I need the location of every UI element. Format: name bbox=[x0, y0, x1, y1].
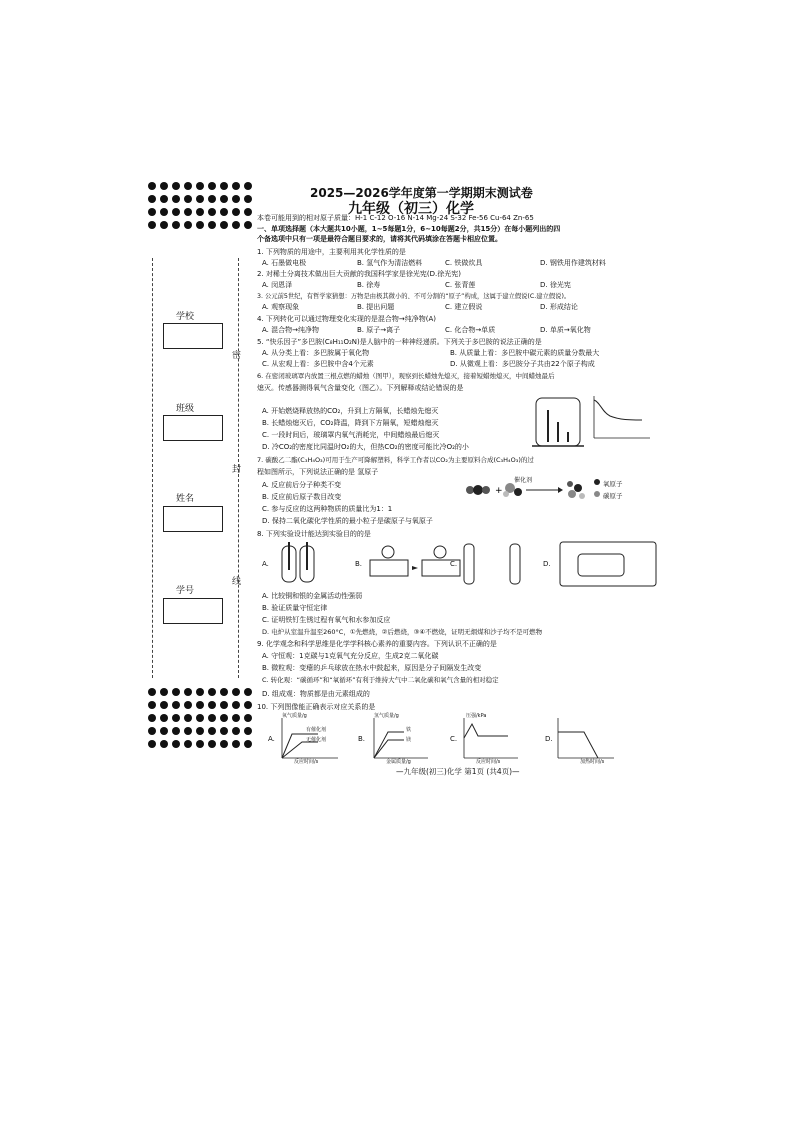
q10-b-line2: 镁 bbox=[406, 737, 412, 743]
q7-option-b[interactable]: B. 反应前后原子数目改变 bbox=[262, 493, 342, 501]
school-label: 学校 bbox=[176, 312, 195, 322]
q10-c-ylabel: 压强/kPa bbox=[466, 713, 487, 719]
q7-legend-oxygen: 氧原子 bbox=[603, 480, 623, 488]
q10-option-d[interactable]: D. bbox=[545, 735, 553, 743]
q7-option-d[interactable]: D. 保持二氧化碳化学性质的最小粒子是碳原子与氧原子 bbox=[262, 517, 433, 525]
q6-stem: 6. 在密闭玻璃罩内放置三根点燃的蜡烛（图甲），观察到长蜡烛先熄灭，接着短蜡烛熄灭，中间蜡烛最后 bbox=[257, 372, 555, 380]
q5-option-d[interactable]: D. 从微观上看：多巴胺分子共由22个原子构成 bbox=[450, 360, 595, 368]
q6-option-a[interactable]: A. 开始燃烧释放热的CO₂，升到上方隔氧，长蜡烛先熄灭 bbox=[262, 407, 439, 415]
q4-option-c[interactable]: C. 化合物→单质 bbox=[445, 326, 496, 334]
binding-dots-bottom bbox=[148, 688, 252, 753]
q1-option-d[interactable]: D. 钢铁用作建筑材料 bbox=[540, 259, 606, 267]
q9-option-a[interactable]: A. 守恒观：1克碳与1克氧气充分反应，生成2克二氧化碳 bbox=[262, 652, 439, 660]
class-label: 班级 bbox=[176, 404, 195, 414]
q5-option-c[interactable]: C. 从宏观上看：多巴胺中含4个元素 bbox=[262, 360, 374, 368]
q7-catalyst-label: 催化剂 bbox=[514, 477, 533, 484]
binding-dots-top bbox=[148, 182, 252, 234]
q7-option-c[interactable]: C. 参与反应的这两种物质的质量比为1：1 bbox=[262, 505, 393, 513]
q5-stem: 5. “快乐因子”多巴胺(C₈H₁₁O₂N)是人脑中的一种神经递质。下列关于多巴胺的说法正确的是 bbox=[257, 338, 542, 346]
intro-text: 本卷可能用到的相对原子质量：H-1 C-12 O-16 N-14 Mg-24 S-32 Fe-56 Cu-64 Zn-65 bbox=[257, 214, 534, 222]
q9-stem: 9. 化学观念和科学思维是化学学科核心素养的重要内容。下列认识不正确的是 bbox=[257, 640, 497, 648]
q6-option-c[interactable]: C. 一段时间后，玻璃罩内氧气消耗完，中间蜡烛最后熄灭 bbox=[262, 431, 440, 439]
q10-b-ylabel: 氢气质量/g bbox=[374, 713, 399, 719]
q9-option-c[interactable]: C. 转化观：“碳循环”和“氧循环”有利于维持大气中二氧化碳和氧气含量的相对稳定 bbox=[262, 676, 499, 684]
q10-a-line2: 无催化剂 bbox=[306, 737, 327, 743]
q6-figure bbox=[530, 392, 654, 450]
q3-option-a[interactable]: A. 观察现象 bbox=[262, 303, 300, 311]
q2-option-c[interactable]: C. 张青莲 bbox=[445, 281, 476, 289]
q7-legend-carbon: 碳原子 bbox=[603, 492, 623, 500]
school-field[interactable] bbox=[163, 323, 223, 349]
q3-stem: 3. 公元前5世纪，有哲学家猜想：万物是由极其微小的、不可分割的“原子”构成，这属于建立假说(C.建立假说)。 bbox=[257, 293, 571, 300]
class-field[interactable] bbox=[163, 415, 223, 441]
q1-stem: 1. 下列物质的用途中，主要利用其化学性质的是 bbox=[257, 248, 406, 256]
exam-title: 2025—2026学年度第一学期期末测试卷 bbox=[310, 186, 533, 200]
name-label: 姓名 bbox=[176, 494, 195, 504]
q5-option-b[interactable]: B. 从质量上看：多巴胺中碳元素的质量分数最大 bbox=[450, 349, 600, 357]
number-field[interactable] bbox=[163, 598, 223, 624]
q6-stem-2: 熄灭。传感器测得氧气含量变化（图乙）。下列解释或结论错误的是 bbox=[257, 384, 464, 392]
q8-fig-label-b: B. bbox=[355, 560, 363, 568]
q8-option-d[interactable]: D. 电炉从室温升温至260°C，①先燃烧，②后燃烧，③④不燃烧，证明无烟煤和沙子均不是可燃物 bbox=[262, 628, 543, 636]
q8-option-b[interactable]: B. 验证质量守恒定律 bbox=[262, 604, 328, 612]
q7-option-a[interactable]: A. 反应前后分子种类不变 bbox=[262, 481, 342, 489]
q8-fig-label-d: D. bbox=[543, 560, 551, 568]
q6-option-d[interactable]: D. 冷CO₂的密度比同温时O₂的大，但热CO₂的密度可能比冷O₂的小 bbox=[262, 443, 469, 451]
q10-b-xlabel: 金属质量/g bbox=[386, 759, 411, 765]
q4-option-a[interactable]: A. 混合物→纯净物 bbox=[262, 326, 319, 334]
q8-fig-label-a: A. bbox=[262, 560, 269, 568]
q4-option-d[interactable]: D. 单质→氧化物 bbox=[540, 326, 591, 334]
seal-char-xian: 线 bbox=[232, 577, 242, 587]
q2-option-b[interactable]: B. 徐寿 bbox=[357, 281, 381, 289]
number-label: 学号 bbox=[176, 586, 195, 596]
q10-option-c[interactable]: C. bbox=[450, 735, 458, 743]
q1-option-a[interactable]: A. 石墨做电极 bbox=[262, 259, 307, 267]
q3-option-d[interactable]: D. 形成结论 bbox=[540, 303, 578, 311]
q8-option-c[interactable]: C. 证明铁钉生锈过程有氧气和水参加反应 bbox=[262, 616, 391, 624]
q8-fig-label-c: C. bbox=[450, 560, 458, 568]
q10-b-line1: 铁 bbox=[406, 727, 412, 733]
q2-option-d[interactable]: D. 徐光宪 bbox=[540, 281, 571, 289]
q8-option-a[interactable]: A. 比较铜和银的金属活动性强弱 bbox=[262, 592, 363, 600]
q2-option-a[interactable]: A. 闵恩泽 bbox=[262, 281, 293, 289]
q10-stem: 10. 下列图像能正确表示对应关系的是 bbox=[257, 703, 376, 711]
seal-char-mi: 密 bbox=[232, 351, 242, 361]
q10-a-xlabel: 反应时间/s bbox=[294, 759, 319, 765]
q3-option-b[interactable]: B. 提出问题 bbox=[357, 303, 395, 311]
q10-a-ylabel: 氧气质量/g bbox=[282, 713, 307, 719]
q7-stem-2: 程如图所示，下列说法正确的是 氢原子 bbox=[257, 468, 379, 476]
q10-a-line1: 有催化剂 bbox=[306, 727, 327, 733]
q9-option-d[interactable]: D. 组成观：物质都是由元素组成的 bbox=[262, 690, 370, 698]
q10-d-xlabel: 加热时间/s bbox=[580, 759, 605, 765]
q9-option-b[interactable]: B. 微粒观：变瘪的乒乓球放在热水中鼓起来，原因是分子间隔发生改变 bbox=[262, 664, 482, 672]
q8-figures bbox=[260, 540, 660, 588]
q4-stem: 4. 下列转化可以通过物理变化实现的是混合物→纯净物(A) bbox=[257, 315, 437, 323]
section-heading: 一、单项选择题（本大题共10小题，1~5每题1分，6~10每题2分，共15分）在每小题列出的四 bbox=[257, 225, 561, 233]
binding-line-left bbox=[152, 258, 153, 678]
q5-option-a[interactable]: A. 从分类上看：多巴胺属于氧化物 bbox=[262, 349, 370, 357]
q7-stem: 7. 碳酸乙二酯(C₃H₄O₃)可用于生产可降解塑料，科学工作者以CO₂为主要原料合成(C₃H₄O₃)的过 bbox=[257, 456, 534, 464]
svg-text:+: + bbox=[495, 486, 503, 496]
q8-stem: 8. 下列实验设计能达到实验目的的是 bbox=[257, 530, 371, 538]
page-footer: —九年级(初三)化学 第1页 (共4页)— bbox=[396, 767, 520, 776]
name-field[interactable] bbox=[163, 506, 223, 532]
q4-option-b[interactable]: B. 原子→离子 bbox=[357, 326, 401, 334]
q2-stem: 2. 对稀土分离技术做出巨大贡献的我国科学家是徐光宪(D.徐光宪) bbox=[257, 270, 461, 278]
q10-graphs bbox=[278, 714, 650, 764]
q10-option-b[interactable]: B. bbox=[358, 735, 366, 743]
q1-option-b[interactable]: B. 氢气作为清洁燃料 bbox=[357, 259, 423, 267]
q10-option-a[interactable]: A. bbox=[268, 735, 275, 743]
seal-char-feng: 封 bbox=[232, 465, 242, 475]
exam-subtitle: 九年级（初三）化学 bbox=[348, 201, 474, 217]
q6-option-b[interactable]: B. 长蜡烛熄灭后，CO₂降温，降到下方隔氧，短蜡烛熄灭 bbox=[262, 419, 439, 427]
section-heading-2: 个备选项中只有一项是最符合题目要求的，请将其代码填涂在答题卡相应位置。 bbox=[257, 235, 502, 243]
q10-c-xlabel: 反应时间/s bbox=[476, 759, 501, 765]
q1-option-c[interactable]: C. 铁做炊具 bbox=[445, 259, 483, 267]
q3-option-c[interactable]: C. 建立假说 bbox=[445, 303, 483, 311]
q7-reaction-figure bbox=[462, 474, 612, 504]
